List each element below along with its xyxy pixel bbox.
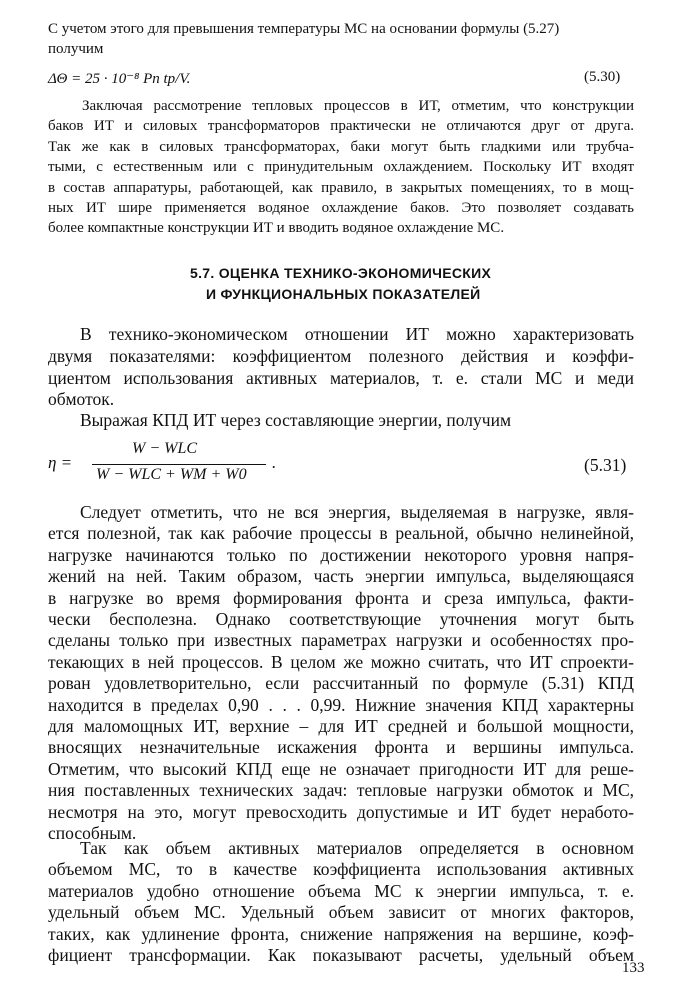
- text-line: чески бесполезна. Однако соответствующие уточнения могут быть: [48, 609, 634, 629]
- text-line: в состав аппаратуры, работающей, как правило, в закрытых помещениях, то в мощ-: [48, 179, 634, 196]
- text-line: нагрузке начинаются только по достижении некоторого уровня напря-: [48, 544, 634, 565]
- text-line: фициент трансформации. Как показывают расчеты, удельный объем: [48, 945, 634, 965]
- text-line: обмоток.: [48, 389, 115, 410]
- text-line: баков ИТ и силовых трансформаторов практически не отличаются друг от друга.: [48, 118, 634, 135]
- formula-5-31-numerator: W − WLC: [132, 440, 198, 457]
- text-line: тыми, с естественным или с принудительным охлаждением. Поскольку ИТ входят: [48, 159, 634, 176]
- section-heading-line-2: И ФУНКЦИОНАЛЬНЫХ ПОКАЗАТЕЛЕЙ: [206, 286, 481, 302]
- text-line: удельный объем МС. Удельный объем зависит от многих факторов,: [48, 902, 634, 923]
- formula-5-30: ΔΘ = 25 · 10⁻⁸ Pп tр/V.: [48, 71, 191, 87]
- text-line: сделаны только при известных параметрах нагрузки и особенностях про-: [48, 630, 634, 651]
- text-line: Отметим, что высокий КПД еще не означает пригодности ИТ для реше-: [48, 758, 634, 779]
- text-line: находится в пределах 0,90 . . . 0,99. Нижние значения КПД характерны: [48, 694, 634, 715]
- text-line: жений на ней. Таким образом, часть энергии импульса, выделяющаяся: [48, 566, 634, 587]
- text-line: объемом МС, то в качестве коэффициента использования активных: [48, 859, 634, 880]
- formula-5-31-lhs: η =: [48, 453, 73, 472]
- text-line: Следует отметить, что не вся энергия, выделяемая в нагрузке, явля-: [80, 502, 634, 522]
- text-line: В технико-экономическом отношении ИТ можно характеризовать: [80, 324, 634, 344]
- page-number: 133: [622, 960, 645, 976]
- text-line: в нагрузке во время формирования фронта и среза импульса, факти-: [48, 587, 634, 608]
- formula-5-30-number: (5.30): [584, 69, 621, 85]
- text-line: Так же как в силовых трансформаторах, баки могут быть гладкими или трубча-: [48, 138, 634, 155]
- text-line: двумя показателями: коэффициентом полезного действия и коэффи-: [48, 345, 634, 366]
- text-line: для маломощных ИТ, верхние – для ИТ средней и большой мощности,: [48, 716, 634, 736]
- text-line: ных ИТ шире применяется водяное охлаждение баков. Это позволяет создавать: [48, 200, 634, 216]
- paragraph-kpd-intro: Выражая КПД ИТ через составляющие энергии, получим: [80, 410, 512, 430]
- intro-line-1: С учетом этого для превышения температуры МС на основании формулы (5.27): [48, 21, 560, 37]
- formula-5-31-denominator: W − WLC + WM + W0: [96, 466, 247, 483]
- formula-5-31-trail: .: [272, 453, 277, 472]
- text-line: ется полезной, так как рабочие процессы в реальной, обычно нелинейной,: [48, 523, 634, 544]
- text-line: вносящих незначительные искажения фронта и вершины импульса.: [48, 737, 634, 758]
- formula-5-31-fraction-bar: [92, 464, 266, 465]
- text-line: способным.: [48, 823, 137, 843]
- section-heading-line-1: 5.7. ОЦЕНКА ТЕХНИКО-ЭКОНОМИЧЕСКИХ: [190, 265, 492, 281]
- text-line: материалов удобно отношение объема МС к энергии импульса, т. е.: [48, 880, 634, 901]
- text-line: Заключая рассмотрение тепловых процессов в ИТ, отметим, что конструкции: [82, 98, 634, 114]
- text-line: более компактные конструкции ИТ и вводить водяное охлаждение МС.: [48, 220, 505, 237]
- text-line: Так как объем активных материалов определяется в основном: [80, 838, 634, 858]
- text-line: ния поставленных технических задач: тепловые нагрузки обмоток и МС,: [48, 780, 634, 801]
- text-line: несмотря на это, могут превосходить допустимые и ИТ будет неработо-: [48, 801, 634, 822]
- text-line: рован удовлетворительно, если рассчитанный по формуле (5.31) КПД: [48, 673, 634, 694]
- text-line: текающих в ней процессов. В целом же можно считать, что ИТ спроекти-: [48, 651, 634, 672]
- intro-line-2: получим: [48, 41, 104, 57]
- text-line: циентом использования активных материалов, т. е. стали МС и меди: [48, 367, 634, 388]
- text-line: таких, как удлинение фронта, снижение напряжения на вершине, коэф-: [48, 923, 634, 944]
- formula-5-31-number: (5.31): [584, 455, 627, 475]
